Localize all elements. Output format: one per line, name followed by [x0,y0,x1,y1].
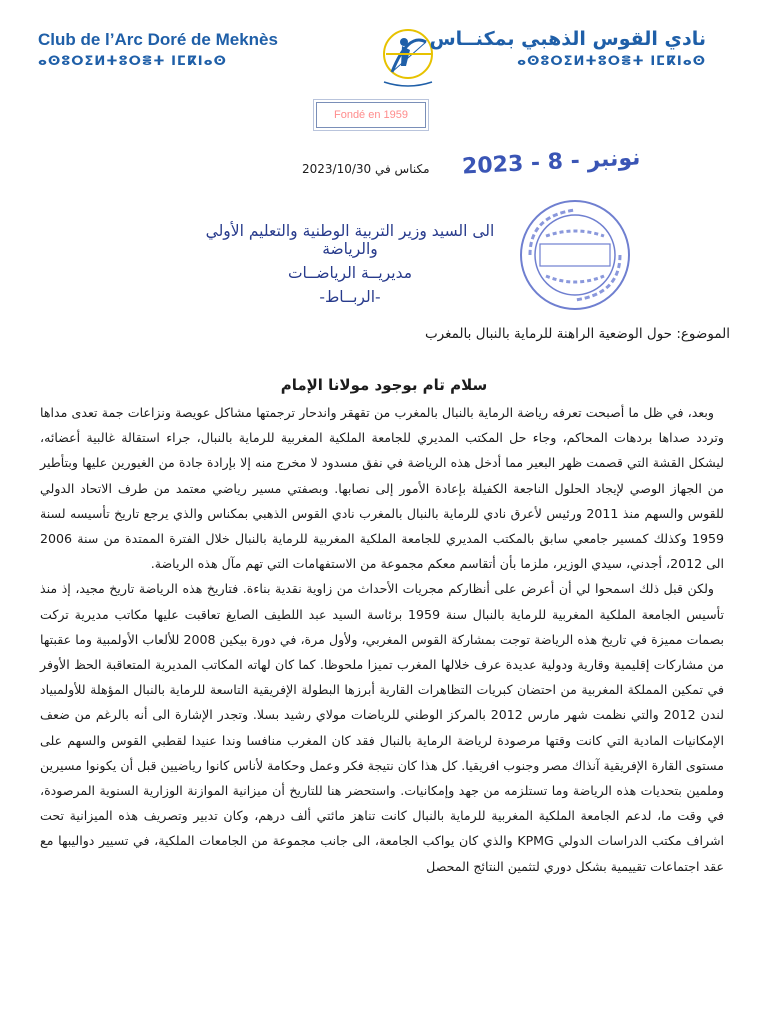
addressee-line-1: الى السيد وزير التربية الوطنية والتعليم الأولي والرياضة [205,222,495,258]
greeting: سلام تام بوجود مولانا الإمام [280,376,488,394]
subject-line: الموضوع: حول الوضعية الراهنة للرماية بالنبال بالمغرب [424,326,730,342]
club-name-tifinagh-left: ⴰⵙⵓⵔⵉⵍⵜⵓⵔⴻⵜ ⵏⵎⴽⵏⴰⵙ [38,54,227,69]
addressee-block [200,222,500,306]
paragraph: ولكن قبل ذلك اسمحوا لي أن أعرض على أنظاركم مجريات الأحداث من زاوية نقدية بناءة. فتاريخ هذه الرياضة تاريخ مجيد، إذ منذ تأسيس الجامعة الملكية المغربية للرماية بالنبال سنة 1959 برئاسة السيد عبد اللطيف الصايغ تعاقبت عليها مكاتب مديرية تركت بصمات مميزة في تاريخ هذه الرياضة توجت بمشاركة القوس المغربي، ولأول مرة، في دورة بيكين 2008 للألعاب الأولمبية وما عقبتها من مشاركات إقليمية وقارية ودولية عديدة عرف خلالها المغرب تميزا ملحوظا. كما كان لهاته المكاتب المديرية المتعاقبة الحظ الأوفر في تمكين المملكة المغربية من احتضان كبريات التظاهرات القارية أبرزها البطولة الإفريقية التاسعة للرماية بالنبال المؤهلة للأولمبياد لندن 2012 والتي نظمت شهر مارس 2012 بالمركز الوطني للرياضات مولاي رشيد بسلا. وتجدر الإشارة الى أنه بالرغم من ضعف الإمكانيات المادية التي كانت وقتها مرصودة لرياضة الرماية بالنبال فقد كان المغرب منافسا وندا عنيدا لقطبي القوس والسهم على مستوى القارة الإفريقية آنذاك مصر وجنوب افريقيا. كل هذا كان نتيجة فكر وعمل وحكامة لأناس كانوا رياضيين قبل أن يكونوا مسيرين وملمين بتحديات هذه الرياضة وما تستلزمه من جهد وإمكانيات. واستحضر هنا للتاريخ أن ميزانية الموازنة الوزارية السنوية المرصودة، في وقت ما، لدعم الجامعة الملكية المغربية للرماية بالنبال كانت تناهز مائتي ألف درهم، وكان تدبير وتصريف هذه الميزانية تحت اشراف مكتب الدراسات الدولي KPMG والذي كان يواكب الجامعة، الى جانب مجموعة من الجامعات الملكية، في تسيير دواليبها مع عقد اجتماعات تقييمية بشكل دوري لتثمين النتائج المحصل [40,581,724,874]
letterhead-right [426,28,706,69]
paragraph: وبعد، في ظل ما أصبحت تعرفه رياضة الرماية بالنبال بالمغرب من تقهقر واندحار ترجمتها مشاكل عويصة ونزاعات جمة تعدى مداها وتردد صداها بردهات المحاكم، وجاء حل المكتب المديري للجامعة الملكية المغربية للرماية بالنبال، جراء استقالة غالبية أعضائه، ليشكل القشة التي قصمت ظهر البعير مما أدخل هذه الرياضة في نفق مسدود لا مخرج منه إلا بإرادة جادة من الغيورين عليها وبتأطير من الجهاز الوصي لإيجاد الحلول الناجعة الكفيلة بإعادة الأمور إلى نصابها. وبصفتي مسير رياضي معتمد من طرف الاتحاد الدولي للقوس والسهم منذ 2011 ورئيس لأعرق نادي للرماية بالنبال بالمغرب نادي القوس الذهبي بمكناس والذي يرجع تاريخ تأسيسه لسنة 1959 وكذلك كمسير جامعي سابق بالمكتب المديري للجامعة الملكية المغربية للرماية بالنبال خلال الفترة الممتدة من سنة 2006 الى 2012، أجدني، سيدي الوزير، ملزما بأن أتقاسم معكم مجموعة من الاستفهامات التي تهم مآل هذه الرياضة. [40,405,725,572]
addressee-line-3: -الربــاط- [319,288,381,306]
letter-body [40,400,724,879]
club-name-french: Club de l’Arc Doré de Meknès [38,30,278,49]
ministry-seal-stamp [516,196,634,314]
letter-date: مكناس في 2023/10/30 [302,162,430,176]
addressee-line-2: مديريــة الرياضــات [287,264,413,282]
club-name-tifinagh-right: ⴰⵙⵓⵔⵉⵍⵜⵓⵔⴻⵜ ⵏⵎⴽⵏⴰⵙ [517,54,706,69]
club-name-arabic: نادي القوس الذهبي بمكنــاس [429,28,706,50]
founded-box: Fondé en 1959 [316,102,426,128]
received-date-stamp: 2023 - نونبر - 8 [461,145,641,180]
letterhead-left [38,30,308,69]
